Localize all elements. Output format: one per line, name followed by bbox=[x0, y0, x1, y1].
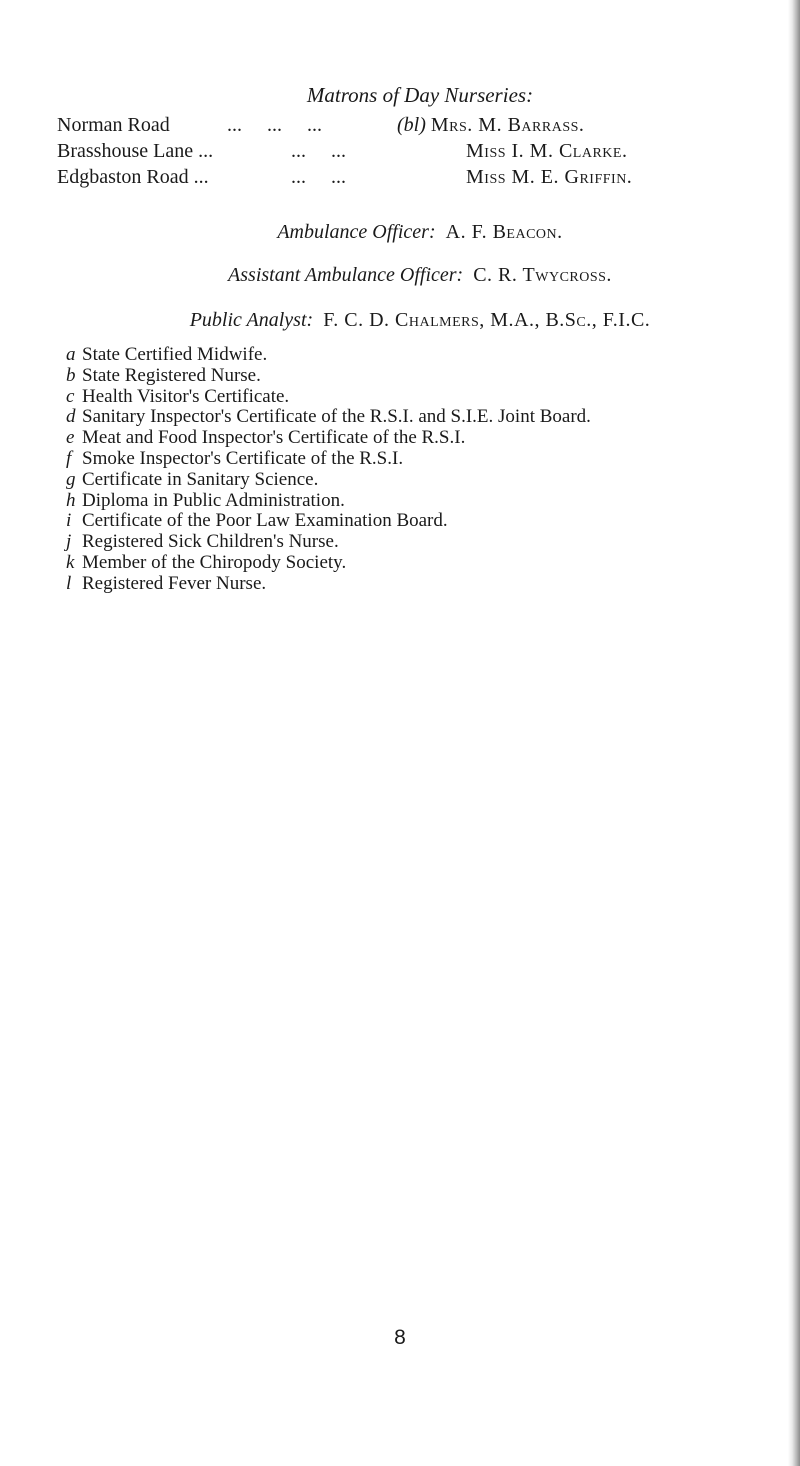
nursery-place: Edgbaston Road ... bbox=[57, 166, 209, 188]
legend-text: Registered Sick Children's Nurse. bbox=[82, 531, 339, 553]
legend-letter: g bbox=[66, 468, 76, 490]
officer-role: Public Analyst bbox=[189, 309, 307, 331]
legend-item bbox=[66, 574, 591, 595]
legend-item bbox=[66, 428, 591, 449]
officer-role: Assistant Ambulance Officer bbox=[228, 264, 457, 286]
legend-item bbox=[66, 511, 591, 532]
legend-letter: h bbox=[66, 489, 76, 511]
leader-dots: ... ... ... bbox=[227, 114, 322, 136]
matron-name: Miss M. E. Griffin. bbox=[466, 166, 633, 188]
page-edge-shadow bbox=[788, 0, 800, 1466]
legend-text: Health Visitor's Certificate. bbox=[82, 385, 290, 407]
leader-dots: ... ... bbox=[291, 140, 346, 162]
legend-letter: j bbox=[66, 531, 72, 553]
nursery-place: Norman Road bbox=[57, 114, 170, 136]
leader-dots: ... ... bbox=[291, 166, 346, 188]
officer-line: Ambulance Officer: A. F. Beacon. bbox=[277, 221, 563, 243]
legend-item bbox=[66, 532, 591, 553]
legend-letter: d bbox=[66, 406, 76, 428]
nursery-place: Brasshouse Lane ... bbox=[57, 140, 214, 162]
officer-name: A. F. Beacon. bbox=[445, 221, 563, 243]
officer-name: C. R. Twycross. bbox=[473, 264, 612, 286]
matron-name: Mrs. M. Barrass. bbox=[430, 114, 585, 136]
legend-text: Meat and Food Inspector's Certificate of the R.S.I. bbox=[82, 427, 466, 449]
legend-item bbox=[66, 491, 591, 512]
officer-name: F. C. D. Chalmers, M.A., B.Sc., F.I.C. bbox=[323, 309, 651, 331]
legend-text: Sanitary Inspector's Certificate of the R.S.I. and S.I.E. Joint Board. bbox=[82, 406, 591, 428]
legend-text: Certificate of the Poor Law Examination Board. bbox=[82, 510, 448, 532]
legend-letter: l bbox=[66, 572, 72, 594]
nurseries-heading-colon: : bbox=[526, 83, 534, 107]
legend-text: Diploma in Public Administration. bbox=[82, 489, 345, 511]
legend-item bbox=[66, 345, 591, 366]
nurseries-heading-text: Matrons of Day Nurseries bbox=[306, 83, 527, 107]
legend-text: Smoke Inspector's Certificate of the R.S.I. bbox=[82, 447, 404, 469]
legend-text: Certificate in Sanitary Science. bbox=[82, 468, 319, 490]
legend-item bbox=[66, 366, 591, 387]
officer-line: Public Analyst: F. C. D. Chalmers, M.A., B.Sc., F.I.C. bbox=[189, 309, 651, 331]
legend-item bbox=[66, 449, 591, 470]
legend-item bbox=[66, 553, 591, 574]
legend-item bbox=[66, 470, 591, 491]
legend-item bbox=[66, 407, 591, 428]
legend-text: Member of the Chiropody Society. bbox=[82, 551, 347, 573]
legend-text: State Certified Midwife. bbox=[82, 344, 268, 365]
qualification-note: (bl) bbox=[397, 114, 426, 136]
legend-letter: e bbox=[66, 427, 75, 449]
legend-letter: i bbox=[66, 510, 72, 532]
officer-line: Assistant Ambulance Officer: C. R. Twycross. bbox=[228, 264, 612, 286]
legend-text: State Registered Nurse. bbox=[82, 364, 261, 386]
legend-item bbox=[66, 387, 591, 408]
officer-role: Ambulance Officer bbox=[277, 221, 429, 243]
nurseries-heading bbox=[0, 83, 800, 108]
matron-name: Miss I. M. Clarke. bbox=[466, 140, 628, 162]
legend-letter: b bbox=[66, 364, 76, 386]
legend-letter: c bbox=[66, 385, 75, 407]
legend-text: Registered Fever Nurse. bbox=[82, 572, 267, 594]
qualifications-legend bbox=[66, 345, 591, 595]
page-number: 8 bbox=[394, 1326, 406, 1349]
legend-letter: a bbox=[66, 344, 76, 365]
legend-letter: k bbox=[66, 551, 75, 573]
legend-letter: f bbox=[66, 447, 72, 469]
